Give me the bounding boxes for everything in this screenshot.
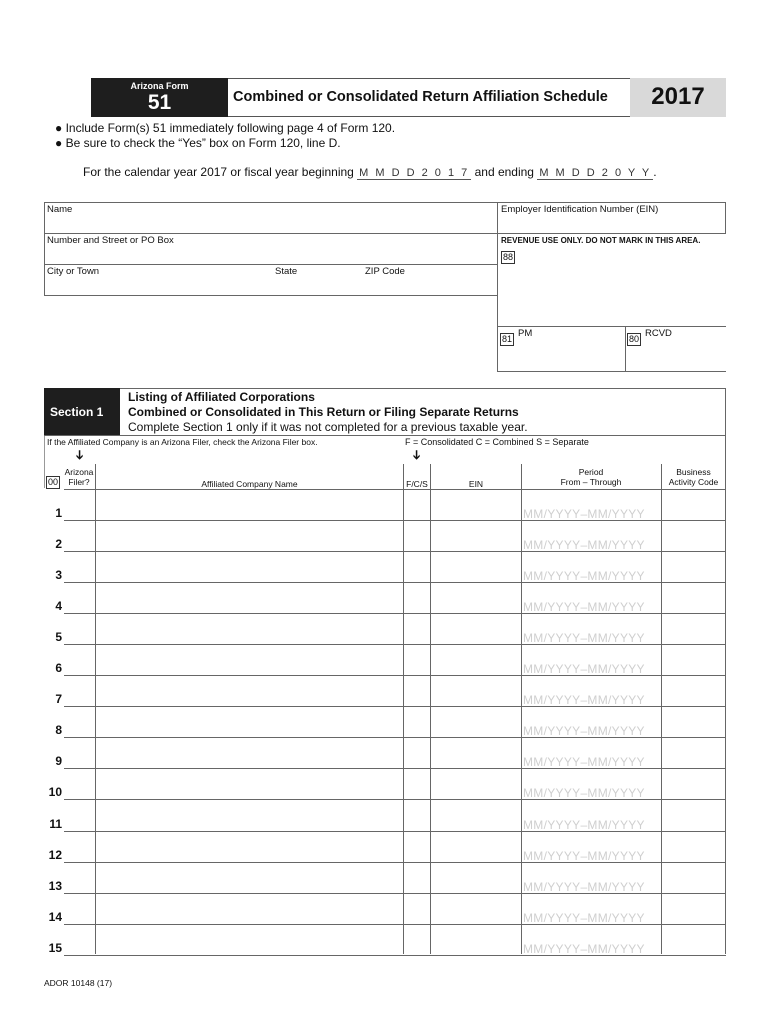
- calendar-year-line: [83, 165, 657, 180]
- fcs-input[interactable]: [404, 769, 430, 799]
- business-activity-code-input[interactable]: [662, 769, 725, 799]
- company-name-input[interactable]: [96, 832, 403, 862]
- name-field-label: Name: [47, 204, 73, 215]
- row-number: 12: [48, 847, 62, 862]
- business-activity-code-input[interactable]: [662, 925, 725, 955]
- ein-input[interactable]: [431, 738, 521, 768]
- company-name-input[interactable]: [96, 552, 403, 582]
- fcs-input[interactable]: [404, 645, 430, 675]
- fcs-note: F = Consolidated C = Combined S = Separate: [405, 437, 589, 447]
- arizona-filer-checkbox[interactable]: [64, 614, 95, 644]
- business-activity-code-input[interactable]: [662, 490, 725, 520]
- business-activity-code-input[interactable]: [662, 583, 725, 613]
- fcs-input[interactable]: [404, 676, 430, 706]
- business-activity-code-input[interactable]: [662, 801, 725, 831]
- row-number: 1: [55, 506, 62, 520]
- city-input[interactable]: [46, 277, 271, 294]
- tax-year: 2017: [651, 83, 705, 110]
- company-name-input[interactable]: [96, 707, 403, 737]
- section-1-title-line1: Listing of Affiliated Corporations: [128, 390, 315, 404]
- instruction-1: ● Include Form(s) 51 immediately following page 4 of Form 120.: [55, 121, 396, 135]
- company-name-input[interactable]: [96, 614, 403, 644]
- fcs-input[interactable]: [404, 490, 430, 520]
- period-placeholder: MM/YYYY–MM/YYYY: [523, 600, 645, 615]
- code-00-box: 00: [48, 477, 59, 487]
- row-number: 11: [49, 816, 62, 831]
- company-name-input[interactable]: [96, 769, 403, 799]
- form-number-box: [91, 78, 228, 117]
- fcs-input[interactable]: [404, 583, 430, 613]
- zip-input[interactable]: [365, 277, 495, 294]
- ein-input[interactable]: [431, 521, 521, 551]
- section-1-title-line2: Combined or Consolidated in This Return or Filing Separate Returns: [128, 405, 519, 419]
- code-80-box: 80: [629, 334, 640, 344]
- arizona-filer-checkbox[interactable]: [64, 707, 95, 737]
- company-name-input[interactable]: [96, 490, 403, 520]
- business-activity-code-input[interactable]: [662, 863, 725, 893]
- fcs-input[interactable]: [404, 832, 430, 862]
- period-placeholder: MM/YYYY–MM/YYYY: [523, 507, 645, 521]
- company-name-input[interactable]: [96, 894, 403, 924]
- ein-input[interactable]: [431, 645, 521, 675]
- company-name-input[interactable]: [96, 863, 403, 893]
- row-number: 5: [55, 630, 62, 645]
- company-name-input[interactable]: [96, 521, 403, 551]
- section-1-title-line3: Complete Section 1 only if it was not completed for a previous taxable year.: [128, 420, 528, 434]
- business-activity-code-input[interactable]: [662, 738, 725, 768]
- row-number: 3: [55, 568, 62, 583]
- ein-input[interactable]: [431, 925, 521, 955]
- arizona-filer-checkbox[interactable]: [64, 894, 95, 924]
- arizona-filer-checkbox[interactable]: [64, 801, 95, 831]
- arizona-filer-checkbox[interactable]: [64, 645, 95, 675]
- fcs-input[interactable]: [404, 863, 430, 893]
- form-id: ADOR 10148 (17): [44, 978, 113, 988]
- business-activity-code-input[interactable]: [662, 552, 725, 582]
- company-name-input[interactable]: [96, 925, 403, 955]
- fcs-input[interactable]: [404, 707, 430, 737]
- calendar-middle: and ending: [474, 165, 534, 179]
- period-placeholder: MM/YYYY–MM/YYYY: [523, 910, 645, 925]
- fcs-input[interactable]: [404, 925, 430, 955]
- row-number: 10: [48, 785, 62, 800]
- business-activity-code-input[interactable]: [662, 614, 725, 644]
- pm-label: PM: [518, 328, 533, 339]
- arizona-filer-checkbox[interactable]: [64, 738, 95, 768]
- period-placeholder: MM/YYYY–MM/YYYY: [523, 755, 645, 770]
- row-number: 15: [48, 940, 62, 955]
- zip-field-label: ZIP Code: [365, 266, 405, 277]
- row-number: 4: [55, 599, 62, 614]
- arizona-filer-checkbox[interactable]: [64, 521, 95, 551]
- name-input[interactable]: [46, 215, 495, 232]
- fcs-input[interactable]: [404, 738, 430, 768]
- business-activity-code-input[interactable]: [662, 676, 725, 706]
- period-placeholder: MM/YYYY–MM/YYYY: [523, 879, 645, 894]
- arizona-filer-checkbox[interactable]: [64, 832, 95, 862]
- ein-input[interactable]: [431, 583, 521, 613]
- street-input[interactable]: [46, 246, 495, 263]
- form-label: Arizona Form: [130, 81, 189, 91]
- row-number: 2: [55, 537, 62, 552]
- tax-year-box: [630, 78, 726, 117]
- ein-input[interactable]: [431, 832, 521, 862]
- section-1-label-box: [44, 388, 120, 436]
- ein-input[interactable]: [431, 614, 521, 644]
- company-name-input[interactable]: [96, 583, 403, 613]
- business-activity-code-input[interactable]: [662, 832, 725, 862]
- arizona-filer-header: Arizona Filer?: [64, 467, 94, 487]
- ein-input[interactable]: [431, 769, 521, 799]
- ein-input[interactable]: [431, 894, 521, 924]
- company-name-input[interactable]: [96, 645, 403, 675]
- city-field-label: City or Town: [47, 266, 100, 277]
- period-placeholder: MM/YYYY–MM/YYYY: [523, 786, 645, 801]
- period-placeholder: MM/YYYY–MM/YYYY: [523, 848, 645, 863]
- business-activity-code-input[interactable]: [662, 707, 725, 737]
- calendar-suffix: .: [653, 165, 657, 179]
- period-placeholder: MM/YYYY–MM/YYYY: [523, 817, 645, 832]
- instruction-2: ● Be sure to check the “Yes” box on Form 120, line D.: [55, 136, 341, 150]
- row-number: 7: [55, 692, 62, 707]
- code-88-box: 88: [503, 252, 514, 262]
- business-activity-code-input[interactable]: [662, 894, 725, 924]
- arizona-filer-checkbox[interactable]: [64, 769, 95, 799]
- business-activity-code-input[interactable]: [662, 521, 725, 551]
- company-name-input[interactable]: [96, 676, 403, 706]
- fiscal-begin-input[interactable]: M M D D 2 0 1 7: [359, 167, 470, 179]
- period-placeholder: MM/YYYY–MM/YYYY: [523, 724, 645, 739]
- ein-input[interactable]: [431, 676, 521, 706]
- fcs-input[interactable]: [404, 521, 430, 551]
- form-number: 51: [147, 91, 172, 114]
- arizona-filer-checkbox[interactable]: [64, 863, 95, 893]
- state-field-label: State: [275, 266, 298, 277]
- fcs-input[interactable]: [404, 801, 430, 831]
- row-number: 8: [55, 723, 62, 738]
- row-number: 13: [48, 878, 62, 893]
- arizona-filer-checkbox[interactable]: [64, 925, 95, 955]
- period-header: Period From – Through: [560, 467, 622, 487]
- rcvd-label: RCVD: [645, 328, 672, 339]
- fcs-input[interactable]: [404, 614, 430, 644]
- calendar-prefix: For the calendar year 2017 or fiscal year beginning: [83, 165, 354, 179]
- ein-field-label: Employer Identification Number (EIN): [501, 204, 659, 215]
- arrow-down-icon: ➔: [72, 449, 88, 461]
- revenue-use-label: REVENUE USE ONLY. DO NOT MARK IN THIS AREA.: [501, 236, 701, 245]
- business-activity-code-header: Business Activity Code: [668, 467, 719, 487]
- fiscal-end-input[interactable]: M M D D 2 0 Y Y: [539, 167, 652, 179]
- company-name-header: Affiliated Company Name: [201, 479, 298, 489]
- row-number: 6: [55, 661, 62, 676]
- period-placeholder: MM/YYYY–MM/YYYY: [523, 941, 645, 956]
- ein-input[interactable]: [431, 552, 521, 582]
- arizona-filer-checkbox[interactable]: [64, 552, 95, 582]
- row-number: 9: [55, 754, 62, 769]
- filer-note: If the Affiliated Company is an Arizona Filer, check the Arizona Filer box.: [47, 437, 318, 447]
- section-1-label: Section 1: [50, 405, 104, 419]
- business-activity-code-input[interactable]: [662, 645, 725, 675]
- period-placeholder: MM/YYYY–MM/YYYY: [523, 662, 645, 677]
- ein-input[interactable]: [431, 863, 521, 893]
- ein-input[interactable]: [431, 490, 521, 520]
- period-placeholder: MM/YYYY–MM/YYYY: [523, 569, 645, 584]
- state-input[interactable]: [275, 277, 360, 294]
- period-placeholder: MM/YYYY–MM/YYYY: [523, 631, 645, 646]
- fcs-input[interactable]: [404, 552, 430, 582]
- company-name-input[interactable]: [96, 738, 403, 768]
- street-field-label: Number and Street or PO Box: [47, 235, 174, 246]
- arizona-filer-checkbox[interactable]: [64, 676, 95, 706]
- code-81-box: 81: [502, 334, 513, 344]
- fcs-input[interactable]: [404, 894, 430, 924]
- form-title-bar: [228, 78, 630, 117]
- arizona-filer-checkbox[interactable]: [64, 583, 95, 613]
- arrow-down-icon: ➔: [409, 449, 425, 461]
- ein-input[interactable]: [431, 707, 521, 737]
- ein-header: EIN: [468, 479, 484, 489]
- period-placeholder: MM/YYYY–MM/YYYY: [523, 538, 645, 553]
- arizona-filer-checkbox[interactable]: [64, 490, 95, 520]
- period-placeholder: MM/YYYY–MM/YYYY: [523, 693, 645, 708]
- company-name-input[interactable]: [96, 801, 403, 831]
- ein-input[interactable]: [431, 801, 521, 831]
- ein-input[interactable]: [500, 215, 724, 232]
- fcs-header: F/C/S: [406, 479, 428, 489]
- form-title: Combined or Consolidated Return Affiliation Schedule: [233, 89, 608, 105]
- row-number: 14: [48, 909, 62, 924]
